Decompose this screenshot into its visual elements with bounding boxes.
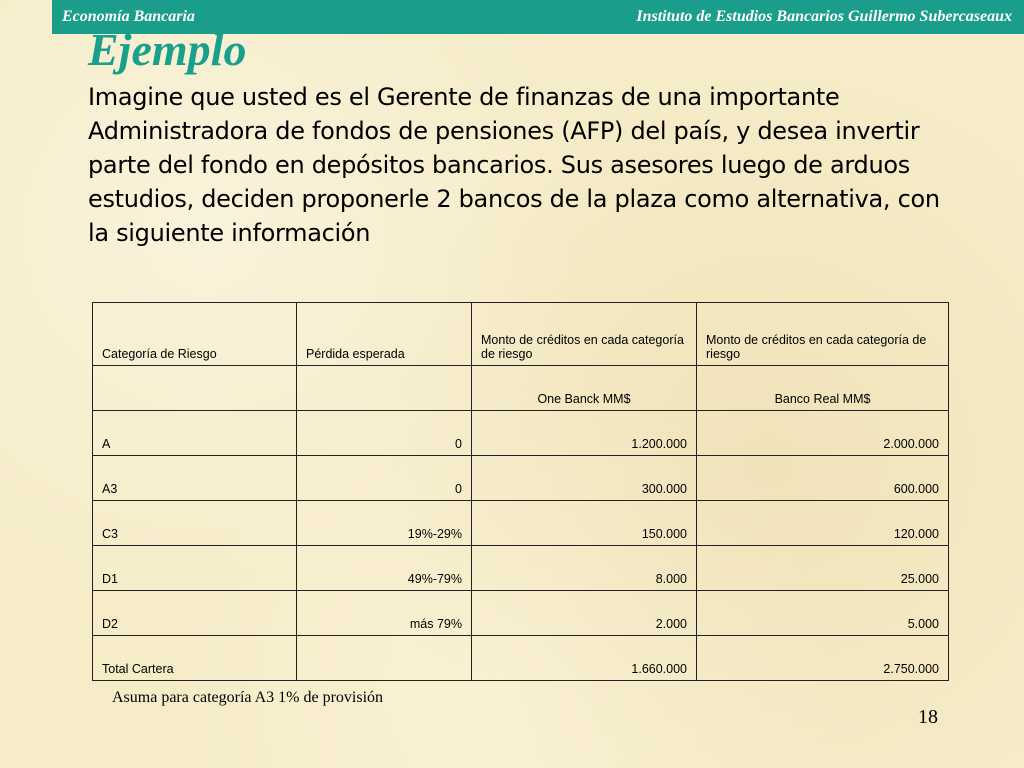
category-cell: A3 (93, 456, 297, 501)
amount-cell: 600.000 (697, 456, 949, 501)
amount-cell: 5.000 (697, 591, 949, 636)
table-cell (297, 636, 472, 681)
column-header: Monto de créditos en cada categoría de riesgo (472, 303, 697, 366)
column-header: Pérdida esperada (297, 303, 472, 366)
amount-cell: 2.000.000 (697, 411, 949, 456)
expected-loss-cell: 49%-79% (297, 546, 472, 591)
category-cell: A (93, 411, 297, 456)
amount-cell: 8.000 (472, 546, 697, 591)
expected-loss-cell: más 79% (297, 591, 472, 636)
table-cell (93, 366, 297, 411)
total-label-cell: Total Cartera (93, 636, 297, 681)
table-row (93, 546, 949, 591)
table-row (93, 456, 949, 501)
table-row (93, 411, 949, 456)
column-header: Monto de créditos en cada categoría de riesgo (697, 303, 949, 366)
expected-loss-cell: 19%-29% (297, 501, 472, 546)
column-header: Categoría de Riesgo (93, 303, 297, 366)
risk-table (92, 302, 949, 681)
total-amount-cell: 1.660.000 (472, 636, 697, 681)
category-cell: D2 (93, 591, 297, 636)
provision-note: Asuma para categoría A3 1% de provisión (112, 689, 384, 706)
table-cell (297, 366, 472, 411)
amount-cell: 300.000 (472, 456, 697, 501)
table-row (93, 591, 949, 636)
header-institute-name: Instituto de Estudios Bancarios Guillermo Subercaseaux (636, 8, 1012, 25)
intro-paragraph: Imagine que usted es el Gerente de finanzas de una importante Administradora de fondos de pensiones (AFP) del país, y desea invertir parte del fondo en depósitos bancarios. Sus asesores luego de arduos estudios, deciden proponerle 2 bancos de la plaza como alternativa, con la siguiente información (88, 83, 940, 247)
amount-cell: 1.200.000 (472, 411, 697, 456)
table-row (93, 501, 949, 546)
total-amount-cell: 2.750.000 (697, 636, 949, 681)
table-total-row (93, 636, 949, 681)
header-course-title: Economía Bancaria (62, 8, 195, 25)
amount-cell: 25.000 (697, 546, 949, 591)
slide-title: Ejemplo (88, 24, 247, 75)
page-number: 18 (918, 706, 938, 728)
table-header-row (93, 303, 949, 366)
expected-loss-cell: 0 (297, 411, 472, 456)
category-cell: D1 (93, 546, 297, 591)
amount-cell: 2.000 (472, 591, 697, 636)
amount-cell: 150.000 (472, 501, 697, 546)
expected-loss-cell: 0 (297, 456, 472, 501)
table-subheader-row (93, 366, 949, 411)
category-cell: C3 (93, 501, 297, 546)
amount-cell: 120.000 (697, 501, 949, 546)
bank-name-cell: Banco Real MM$ (697, 366, 949, 411)
bank-name-cell: One Banck MM$ (472, 366, 697, 411)
